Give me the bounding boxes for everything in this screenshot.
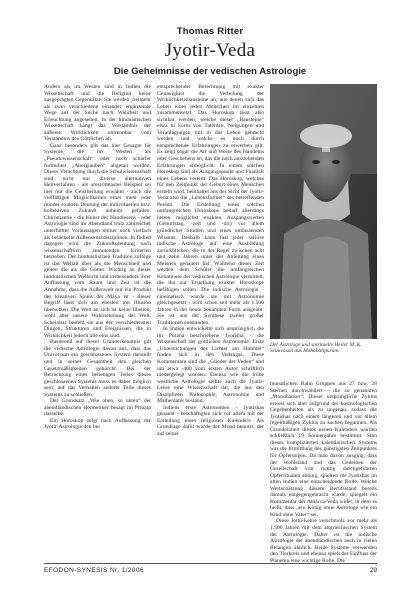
- photo-caption: Der Astrologe und spirituelle Heiler M. K. Srinivasan aus Mahabalipuram.: [270, 342, 362, 355]
- paragraph: Anders als im Westen sind in Indien die Wissenschaft und die Religion keine ausgeprägten Gegensätze. Sie werden vielmehr als zwei verschiedene einander ergänzende Wege auf der Suche nach Wahrheit und Erleuchtung angesehen. In der hinduistischen Wissenschaft hängt das Verständnis der äußeren Wirklichkeit untrennbar vom Verständnis des Göttlichen ab.: [44, 84, 151, 143]
- page-number: 29: [369, 567, 377, 574]
- footer-divider: [44, 563, 377, 564]
- paragraph: entsprechender Berechnung mit exakter Genauigkeit die Verteilung der Wirklichkeitsbausteine an, aus denen sich das Leben eines jeden Menschen im einzelnen zusammensetzt. Das Horoskop lässt also sichtbar werden, welche dieser „Bausteine“ etwa in Form von Talenten, Neigungen und Veranlagungen mit in das Leben gebracht werden und welche es noch durch entsprechende Erfahrungen zu erwerben gilt. Es zeigt sogar die Art und Weise des Handelns oder Geschehens an, das die noch ausstehenden Erfahrungen ermöglicht. In einem solchen Horoskop sind als Ausgangspunkt und Finalität eines Lebens vereint. Das Horoskop, welches für den Zeitpunkt der Geburt eines Menschen erstellt wird, beinhaltet aus der Sicht der Jyotir-Veda also die „Lebensformel“ des betreffenden Person. Die Erstellung eines solchen umfangreichen Horoskops bedarf allerdings neben möglichst exakten Ausgangswerten (Geburtstag, -zeit und -ort) vor allem gründlicher Studien und eines umfassenden Wissens. Deshalb kann fast jeder seriöse indische Astrologe auf eine Ausbildung zurückblicken, die in der Regel zwischen acht und zehn Jahren unter der Anleitung eines Meisters gedauert hat. Während dieser Zeit werden dem Schüler die umfangreichen Kenntnisse der vedischen Astrologie vermittelt, die ihn zur Erstellung exakter Horoskope befähigen sollen. Die indische Astrologie - cinematisch wurde sie mit Astronomie gleichgesetzt - wird schon seit mehr als 1.500 Jahren in der heute bekannten Form ausgeübt. Sie ist aus der Synthese zweier großer Traditionen entstanden.: [157, 84, 264, 326]
- astrologer-photo: [270, 84, 377, 339]
- article-title: Jyotir-Veda: [164, 40, 256, 61]
- paragraph: Ein Horoskop zeigt nach Auffassung der Jyotir-Astrologie den bei: [44, 417, 151, 431]
- paragraph: Basierend auf dieser Grunderkenntnis gilt die vedische Astrologie davon aus, dass das Universum ein geschlossenes System darstellt und in seiner Gesamtheit den gleichen Gesetzmäßigkeiten gehorcht. Bei der Betrachtung eines beliebigen Teiles dieses geschlossenen Systems muss es daher möglich sein, auf das Verhalten anderer Teile dieses Systems zu schließen.: [44, 339, 151, 398]
- text-column-3: [270, 381, 377, 564]
- paragraph: Diese Jothi-Lehre verschmolz vor mehr als 1.500 Jahren mit dem altgriechischen System der Astrologie. Daher ist die indische Astrologie der abendländischen auch in vielen Belangen ähnlich. Beide Systeme verwenden den Tierkreis und ebenso spielt der Einfluss der Planeten eine wichtige Rolle. Die: [270, 518, 377, 564]
- journal-issue: EFODON-SYNESIS Nr. 1/2006: [44, 567, 144, 574]
- text-column-1: [44, 84, 151, 557]
- paragraph: Indiens erste Astronomen - Jyotishas genannt - beschäftigten sich vor allem mit der Erstellung eines religiösen Kalenders. Als Grundlage dafür wurde der Mond benutzt, der auf seiner: [157, 404, 264, 437]
- text-column-2: [157, 84, 264, 557]
- paragraph: Ganz besonders gilt das hier Gesagte für Systeme, die im Westen als „Pseudowissenschaft“ oder noch schärfer formuliert „Aberglauben“ abgetan werden. Dieser Verachtung durch die Schulwissenschaft sind nicht nur diverse alternativen Heilverfahren - als umstrittenstes Beispiel sei hier nur die Geistheilung erwähnt - auch die vielfältigen Möglichkeiten einer mehr oder minder exakten Deutung der individuellen bzw. kollektiven Zukunft anheim gefallen. Chiromantie - die Kunst des Handlesens - oder Astrologie sind im Abendland trotz zahlreicher unterfüttter Voraussagen immer noch vielfach als belächelte Außenseiterdisziplinen. In Indien dagegen wird die Zukunftsdeutung nach wissenschaftlich anmutenden Kriterien betrieben. Der hinduistischen Tradition zufolge ist das Weltall über als die Menschheit und gelten die als die Götter. Wichtig an dieser hinduistischen Weltsicht und insbesondere ihrer Auffassung vom Raum und Zeit ist die Annahme, dass die Außenwelt nur ein Produkt des kreativen Spiels der Maya ist - dieser Begriff lässt sich am ehesten mit Illusion übersetzen. Die Welt an sich ist keine Illusion, wohl aber unsere Wahrnehmung der Welt. Scheinbar besteht sie aus der verschiedensten Dingen, Strukturen und Ereignissen, die in Wirklichkeit jedoch alle eins sind.: [44, 142, 151, 339]
- paragraph: monatlichen Bahn Gruppen aus 27 bzw. 28 Sternen durchwandert - die so genannten „Mondhäuser“. Dieser ursprüngliche Zyklus erweis sich aber aufgrund der kosmologischen Gegebenheiten als zu ungenau, sodass die Jyotishas nach einem längeren und vor allem regelmäßigen Zyklus zu suchen begannen. Als Grundeinheit dieses neuen Kalenders wurden schließlich 19 Sonnenjahre bestimmt. Sinn dieses komplizierten kalendarischen Systems war die Ermittlung des günstigsten Zeitpunktes für Opferungen. Da man davon ausging, dass der Wohlstand und das Gedeihen der Gesellschaft von richtig durchgeführten Opferritualen abhing, spielten die Jyotishas im alten Indien eine entscheidende Rolle. Welche Wertschätzung diesem Berufsstand bereits damals entgegengebracht wurde, spiegelt ein Kommentar der Atharva-Veda wider, in dem es heißt, dass „ein König ohne Astrologe wie ein Kind ohne Vater“ sei.: [270, 381, 377, 518]
- paragraph: In Indien entwickelte sich ursprünglich die im Purana beschriebene Jyotisha - die Wissenschaft der göttlichen Astronomie. Erste „Untersuchungen der Lichter am Himmel“ finden sich in den Vedangas. Diese Kommentare sind die „Glieder der Veden“ und um etwa -400 vom ersten Autor schriftlich niedergelegt worden. Ebenso wie die frühe westliche Astrologie stellte auch die Jyotir-Lehre eine Wissenschaft dar, die aus den Disziplinen Philosophie, Astronomie und Mathematik bestand.: [157, 326, 264, 405]
- paragraph: Der Grundsatz „Wie oben, so unten“ der abendländischen Hermetiker besagt im Prinzip dasselbe.: [44, 398, 151, 418]
- article-author: Thomas Ritter: [176, 26, 244, 37]
- article-subtitle: Die Geheimnisse der vedischen Astrologie: [113, 66, 307, 77]
